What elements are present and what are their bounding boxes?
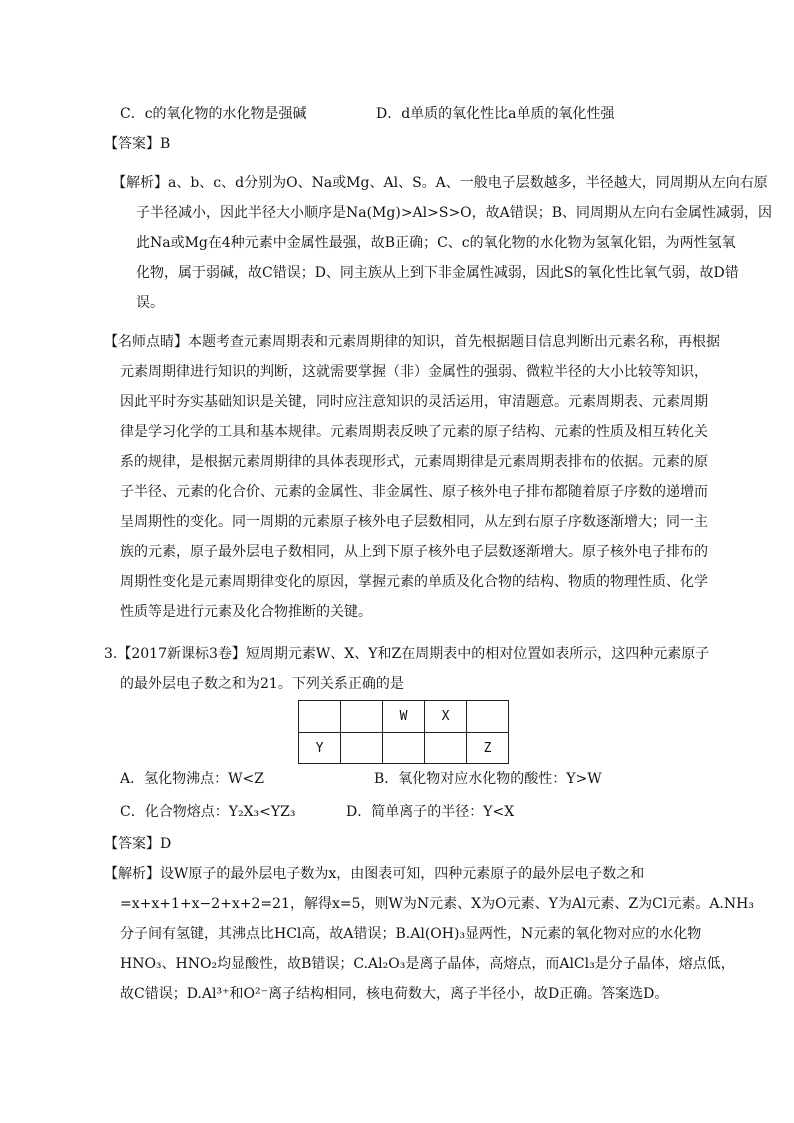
q2-tip-line: 因此平时夯实基础知识是关键，同时应注意知识的灵活运用，审清题意。元素周期表、元素周期 [120, 394, 708, 410]
q3-stem-line: 3.【2017新课标3卷】短周期元素W、X、Y和Z在周期表中的相对位置如表所示，这四种元素原子 [104, 646, 710, 662]
q2-tip-line: 呈周期性的变化。同一周期的元素原子核外电子层数相同，从左到右原子序数逐渐增大；同一主 [120, 514, 708, 530]
table-cell [341, 701, 383, 733]
q2-option-c: C．c的氧化物的水化物是强碱 [120, 106, 307, 122]
q2-tip-line: 系的规律，是根据元素周期律的具体表现形式，元素周期律是元素周期表排布的依据。元素的原 [120, 454, 708, 470]
q3-option-d: D．简单离子的半径：Y<X [346, 804, 515, 820]
table-cell [383, 733, 425, 764]
q3-analysis-line: 【解析】设W原子的最外层电子数为x，由图表可知，四种元素原子的最外层电子数之和 [104, 866, 645, 882]
q3-option-c-formula: Y₂X₃<YZ₃ [228, 804, 296, 820]
q3-analysis-line: 分子间有氢键，其沸点比HCl高，故A错误；B.Al(OH)₃显两性，N元素的氧化物对应的水化物 [120, 926, 702, 942]
q2-analysis-line: 化物，属于弱碱，故C错误；D、同主族从上到下非金属性减弱，因此S的氧化性比氧气弱，故D错 [136, 265, 739, 281]
q3-option-c-prefix: C．化合物熔点： [120, 804, 229, 820]
q2-tip-line: 子半径、元素的化合价、元素的金属性、非金属性、原子核外电子排布都随着原子序数的递增而 [120, 484, 708, 500]
table-cell: Z [467, 733, 509, 764]
q2-tip-line: 族的元素，原子最外层电子数相同，从上到下原子核外电子层数逐渐增大。原子核外电子排布的 [120, 544, 708, 560]
q2-option-d: D．d单质的氧化性比a单质的氧化性强 [376, 106, 615, 122]
table-cell: Y [299, 733, 341, 764]
q3-option-c [120, 802, 295, 822]
q2-tip-line: 周期性变化是元素周期律变化的原因，掌握元素的单质及化合物的结构、物质的物理性质、化学 [120, 574, 708, 590]
q3-option-a: A．氢化物沸点：W<Z [120, 771, 264, 787]
q2-analysis-line: 【解析】a、b、c、d分别为O、Na或Mg、Al、S。A、一般电子层数越多，半径越大，同周期从左向右原 [112, 175, 768, 191]
table-cell [425, 733, 467, 764]
q2-analysis-line: 误。 [136, 295, 164, 311]
q2-answer: 【答案】B [104, 136, 171, 152]
q2-analysis-line: 此Na或Mg在4种元素中金属性最强，故B正确；C、c的氧化物的水化物为氢氧化铝，为两性氢氧 [136, 235, 736, 251]
table-cell: W [383, 701, 425, 733]
periodic-table-fragment [298, 700, 509, 764]
q2-tip-line: 律是学习化学的工具和基本规律。元素周期表反映了元素的原子结构、元素的性质及相互转化关 [120, 424, 708, 440]
q2-analysis-line: 子半径减小，因此半径大小顺序是Na(Mg)>Al>S>O，故A错误；B、同周期从左向右金属性减弱，因 [136, 205, 773, 221]
q3-analysis-line: =x+x+1+x−2+x+2=21，解得x=5，则W为N元素、X为O元素、Y为Al元素、Z为Cl元素。A.NH₃ [120, 896, 754, 912]
table-cell [341, 733, 383, 764]
q3-stem-line: 的最外层电子数之和为21。下列关系正确的是 [120, 676, 404, 692]
q3-analysis-line: HNO₃、HNO₂均显酸性，故B错误；C.Al₂O₃是离子晶体，高熔点，而AlCl₃是分子晶体，熔点低， [120, 956, 735, 972]
q2-tip-line: 性质等是进行元素及化合物推断的关键。 [120, 604, 372, 620]
table-cell: X [425, 701, 467, 733]
q3-option-b: B．氧化物对应水化物的酸性：Y>W [374, 771, 602, 787]
q2-tip-line: 元素周期律进行知识的判断，这就需要掌握（非）金属性的强弱、微粒半径的大小比较等知识， [120, 364, 708, 380]
table-cell [299, 701, 341, 733]
table-cell [467, 701, 509, 733]
q3-answer: 【答案】D [104, 836, 172, 852]
q2-tip-line: 【名师点睛】本题考查元素周期表和元素周期律的知识，首先根据题目信息判断出元素名称，再根据 [104, 334, 720, 350]
q3-analysis-line: 故C错误；D.Al³⁺和O²⁻离子结构相同，核电荷数大，离子半径小，故D正确。答案选D。 [120, 986, 669, 1002]
